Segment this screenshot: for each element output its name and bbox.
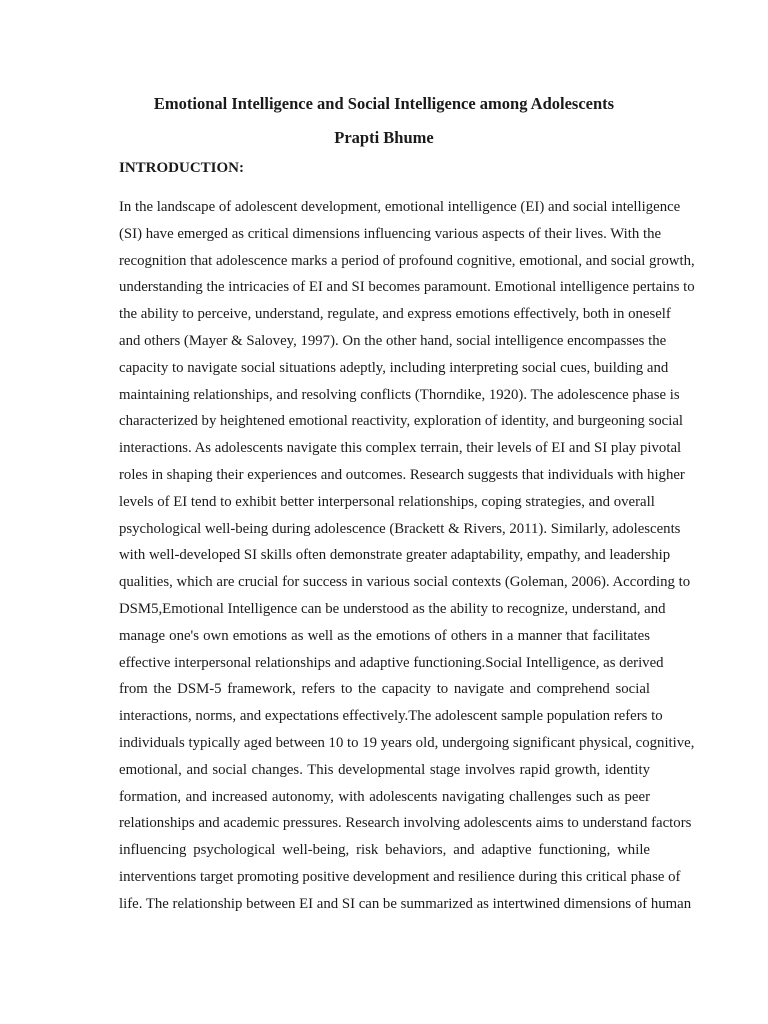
paragraph-line: manage one's own emotions as well as the emotions of others in a manner that facilitates: [119, 627, 650, 644]
paragraph-line: with well-developed SI skills often demonstrate greater adaptability, empathy, and leadership: [119, 547, 671, 564]
paragraph-line: characterized by heightened emotional reactivity, exploration of identity, and burgeoning social: [119, 413, 684, 430]
paragraph-line: understanding the intricacies of EI and SI becomes paramount. Emotional intelligence pertains to: [119, 279, 695, 296]
paper-title: Emotional Intelligence and Social Intelligence among Adolescents: [153, 94, 615, 113]
paragraph-line: roles in shaping their experiences and outcomes. Research suggests that individuals with higher: [119, 466, 685, 483]
paragraph-line: emotional, and social changes. This developmental stage involves rapid growth, identity: [119, 761, 650, 778]
paragraph-line: relationships and academic pressures. Research involving adolescents aims to understand factors: [119, 815, 692, 832]
paragraph-line: influencing psychological well-being, risk behaviors, and adaptive functioning, while: [119, 842, 650, 859]
paragraph-line: psychological well-being during adolescence (Brackett & Rivers, 2011). Similarly, adolescents: [119, 520, 681, 537]
paragraph-line: capacity to navigate social situations adeptly, including interpreting social cues, building and: [119, 359, 669, 376]
paragraph-line: interventions target promoting positive development and resilience during this critical phase of: [119, 868, 681, 885]
paragraph-line: individuals typically aged between 10 to 19 years old, undergoing significant physical, cognitive,: [119, 734, 695, 751]
paragraph-line: formation, and increased autonomy, with adolescents navigating challenges such as peer: [119, 788, 650, 805]
paragraph-line: the ability to perceive, understand, regulate, and express emotions effectively, both in oneself: [119, 306, 671, 323]
paragraph-line: life. The relationship between EI and SI can be summarized as intertwined dimensions of human: [119, 895, 692, 912]
author-name: Prapti Bhume: [334, 128, 434, 147]
paragraph-line: and others (Mayer & Salovey, 1997). On the other hand, social intelligence encompasses the: [119, 332, 667, 349]
paragraph-line: DSM5,Emotional Intelligence can be understood as the ability to recognize, understand, and: [119, 600, 666, 617]
section-heading: INTRODUCTION:: [119, 160, 245, 176]
paragraph-line: In the landscape of adolescent development, emotional intelligence (EI) and social intelligence: [119, 199, 681, 215]
paragraph-line: interactions. As adolescents navigate this complex terrain, their levels of EI and SI play pivotal: [119, 440, 682, 457]
paragraph-line: interactions, norms, and expectations effectively.The adolescent sample population refers to: [119, 708, 663, 725]
paragraph-line: (SI) have emerged as critical dimensions influencing various aspects of their lives. With the: [119, 225, 662, 242]
paragraph-line: levels of EI tend to exhibit better interpersonal relationships, coping strategies, and overall: [119, 493, 655, 510]
introduction-paragraph: [119, 194, 695, 918]
paragraph-line: from the DSM-5 framework, refers to the capacity to navigate and comprehend social: [119, 681, 650, 698]
paragraph-line: recognition that adolescence marks a period of profound cognitive, emotional, and social growth,: [119, 252, 695, 269]
paragraph-line: effective interpersonal relationships and adaptive functioning.Social Intelligence, as derived: [119, 654, 664, 671]
paragraph-line: maintaining relationships, and resolving conflicts (Thorndike, 1920). The adolescence phase is: [119, 386, 680, 403]
paragraph-line: qualities, which are crucial for success in various social contexts (Goleman, 2006). According to: [119, 574, 691, 591]
